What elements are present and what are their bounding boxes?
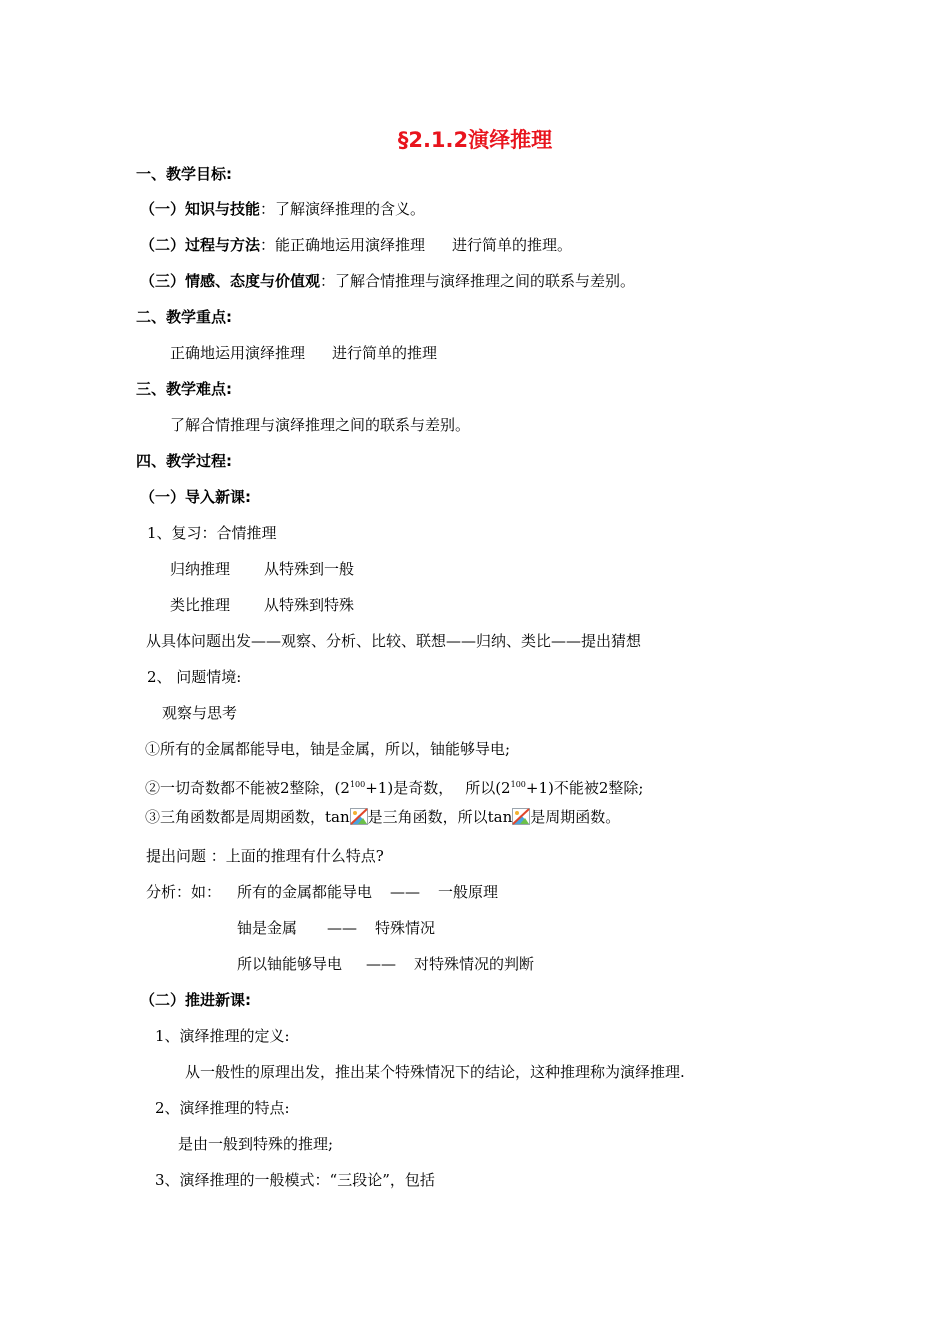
example-3 [145,807,620,827]
page-title: §2.1.2演绎推理 [397,128,553,152]
example-3-a: ③三角函数都是周期函数，tan [145,808,350,826]
analysis-row-3-dash: —— [366,955,397,973]
example-1: ①所有的金属都能导电，铀是金属，所以，铀能够导电; [145,740,511,758]
example-2 [145,775,643,798]
analysis-row-1-premise: 所有的金属都能导电 [237,883,373,901]
induction-desc: 从特殊到一般 [264,560,355,578]
section-heading-process: 四、教学过程: [136,452,232,470]
analysis-row-2-type: 特殊情况 [375,919,436,937]
objective-process [140,235,572,255]
example-2-c: 所以(2 [465,779,511,797]
section-heading-key-points: 二、教学重点: [136,308,232,326]
example-2-d: +1)不能被2整除; [525,779,644,797]
objective-attitude [140,271,635,291]
analysis-row-1-type: 一般原理 [438,883,499,901]
definition-text: 从一般性的原理出发，推出某个特殊情况下的结论，这种推理称为演绎推理. [185,1063,685,1081]
definition-heading: 1、演绎推理的定义: [155,1027,290,1045]
example-2-a: ②一切奇数都不能被2整除，(2 [145,779,350,797]
example-2-exponent-1: 100 [349,780,366,789]
objective-process-text-a: ：能正确地运用演绎推理 [260,236,426,254]
reasoning-chain: 从具体问题出发——观察、分析、比较、联想——归纳、类比——提出猜想 [146,632,642,650]
example-2-b: +1)是奇数， [365,779,454,797]
feature-heading: 2、演绎推理的特点: [155,1099,290,1117]
analysis-row-3-premise: 所以铀能够导电 [237,955,343,973]
analogy-desc: 从特殊到特殊 [264,596,355,614]
induction-label: 归纳推理 [170,560,231,578]
objective-process-text-b: 进行简单的推理。 [452,236,573,254]
section-heading-objectives: 一、教学目标: [136,165,232,183]
objective-knowledge-label: （一）知识与技能 [140,200,261,218]
analysis-row-2-premise: 铀是金属 [237,919,298,937]
broken-image-icon [350,808,368,825]
situation-line: 2、 问题情境: [147,668,242,686]
analysis-label: 分析：如： [146,883,222,901]
objective-knowledge [140,199,425,219]
analysis-row-1 [237,882,498,902]
analysis-row-2 [237,918,435,938]
objective-knowledge-text: ：了解演绎推理的含义。 [260,200,426,218]
analysis-row-3 [237,954,534,974]
question-line: 提出问题 ：上面的推理有什么特点? [146,847,384,865]
key-points-text [170,343,437,363]
example-3-c: 是周期函数。 [530,808,621,826]
objective-process-label: （二）过程与方法 [140,236,261,254]
analogy-line [170,595,354,615]
section-heading-difficulties: 三、教学难点: [136,380,232,398]
broken-image-icon [512,808,530,825]
analogy-label: 类比推理 [170,596,231,614]
example-2-exponent-2: 100 [510,780,526,789]
subsection-heading-new: （二）推进新课: [140,991,251,1009]
subsection-heading-intro: （一）导入新课: [140,488,251,506]
analysis-row-2-dash: —— [327,919,358,937]
objective-attitude-text: ：了解合情推理与演绎推理之间的联系与差别。 [320,272,636,290]
key-points-text-a: 正确地运用演绎推理 [170,344,306,362]
feature-text: 是由一般到特殊的推理; [178,1135,334,1153]
induction-line [170,559,354,579]
review-line: 1、复习：合情推理 [147,524,277,542]
difficulties-text: 了解合情推理与演绎推理之间的联系与差别。 [170,416,471,434]
objective-attitude-label: （三）情感、态度与价值观 [140,272,321,290]
analysis-row-3-type: 对特殊情况的判断 [414,955,535,973]
observe-line: 观察与思考 [162,704,238,722]
analysis-row-1-dash: —— [390,883,421,901]
example-3-b: 是三角函数，所以tan [367,808,513,826]
pattern-heading: 3、演绎推理的一般模式：“三段论”，包括 [155,1171,435,1189]
key-points-text-b: 进行简单的推理 [332,344,438,362]
